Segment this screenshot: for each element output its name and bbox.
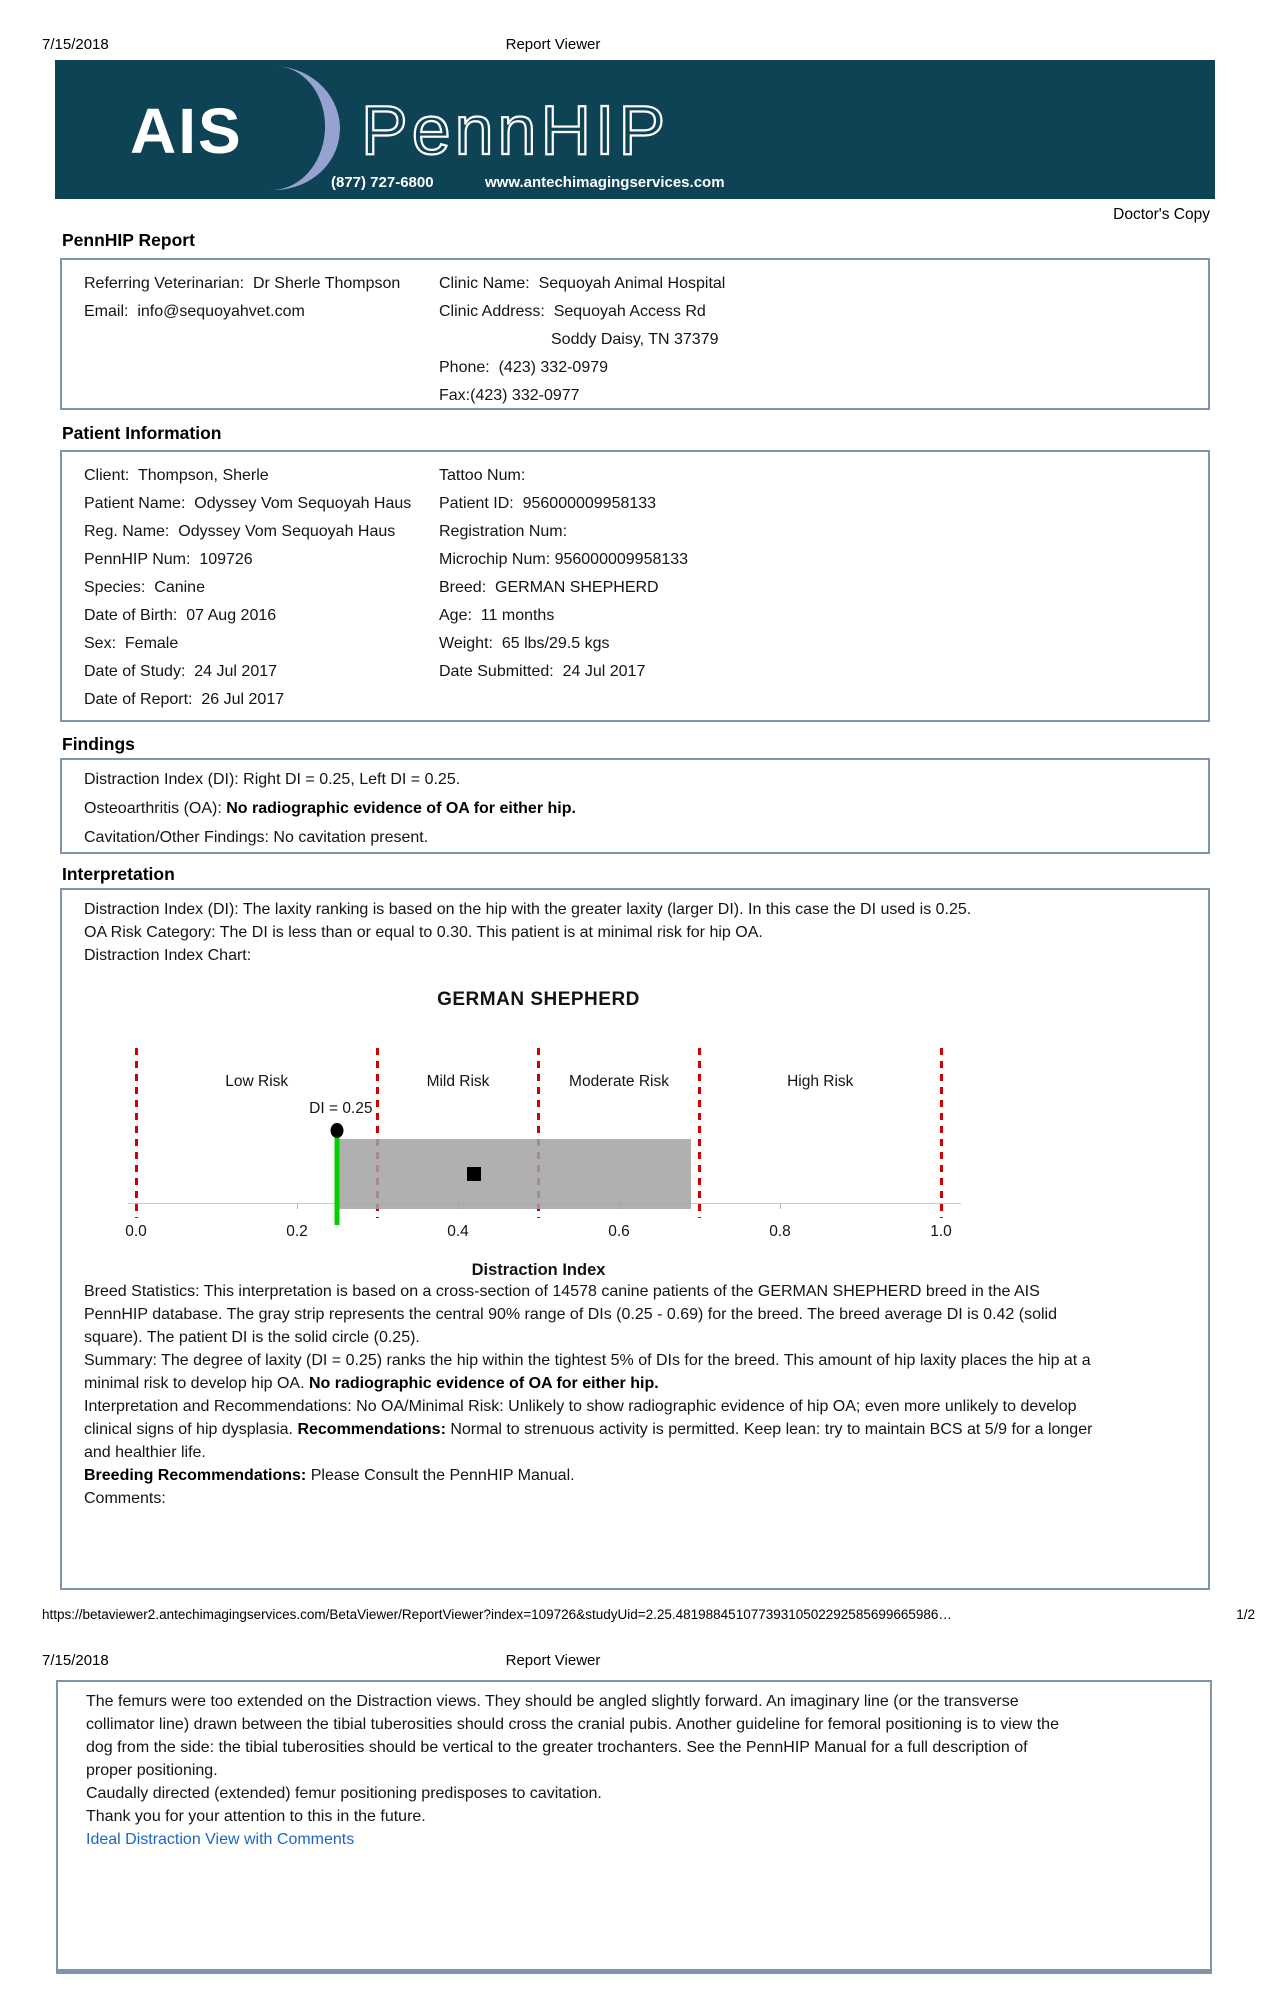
chart-x-axis-label: Distraction Index bbox=[471, 1261, 606, 1279]
risk-boundary-line bbox=[135, 1048, 138, 1218]
patient-left-column bbox=[84, 462, 411, 714]
clinic-name: Clinic Name: Sequoyah Animal Hospital bbox=[439, 275, 726, 292]
print-header-date: 7/15/2018 bbox=[42, 36, 109, 53]
findings-heading: Findings bbox=[62, 734, 135, 754]
age: Age: 11 months bbox=[439, 607, 555, 624]
x-axis-tick-label: 1.0 bbox=[930, 1223, 952, 1240]
breed-statistics: Breed Statistics: This interpretation is based on a cross-section of 14578 canine patients of the GERMAN SHEPHERD breed in the AIS PennHIP database. The gray strip represents the central 90% range of DIs (0.25 - 0.69) for the breed. The breed average DI is 0.42 (solid square). The patient DI is the solid circle (0.25). bbox=[84, 1283, 1057, 1346]
x-axis-tick-label: 0.4 bbox=[447, 1223, 469, 1240]
clinic-address: Clinic Address: Sequoyah Access Rd bbox=[439, 303, 706, 320]
print-footer-url: https://betaviewer2.antechimagingservices.com/BetaViewer/ReportViewer?index=109726&studyUid=2.25.48198845107739310502292585699665986… bbox=[42, 1607, 952, 1622]
interpretation-box bbox=[60, 888, 1210, 1590]
date-of-birth: Date of Birth: 07 Aug 2016 bbox=[84, 607, 277, 624]
comments-paragraph-1: The femurs were too extended on the Distraction views. They should be angled slightly forward. An imaginary line (or the transverse collimator line) drawn between the tibial tuberosities should cross the cranial pubis. Another guideline for femoral positioning is to view the dog from the side: the tibial tuberosities should be vertical to the greater trochanters. See the PennHIP Manual for a full description of proper positioning. bbox=[86, 1693, 1059, 1779]
x-axis-tick-label: 0.8 bbox=[769, 1223, 791, 1240]
risk-zone-label: High Risk bbox=[787, 1073, 854, 1090]
report-heading: PennHIP Report bbox=[62, 230, 195, 250]
pennhip-num: PennHIP Num: 109726 bbox=[84, 551, 253, 568]
pennhip-logo: PennHIP bbox=[361, 91, 670, 169]
patient-right-column bbox=[439, 462, 688, 686]
di-chart-plot bbox=[125, 1043, 952, 1243]
oa-risk-category: OA Risk Category: The DI is less than or equal to 0.30. This patient is at minimal risk for hip OA. bbox=[84, 924, 763, 941]
microchip-num: Microchip Num: 956000009958133 bbox=[439, 551, 689, 568]
pennhip-banner bbox=[55, 60, 1215, 199]
print-footer-page-indicator: 1/2 bbox=[1236, 1607, 1255, 1622]
patient-di-marker bbox=[331, 1123, 344, 1138]
risk-zone-label: Low Risk bbox=[225, 1073, 289, 1090]
clinic-fax: Fax:(423) 332-0977 bbox=[439, 387, 580, 404]
risk-zone-label: Moderate Risk bbox=[569, 1073, 669, 1090]
comments-paragraph-3: Thank you for your attention to this in the future. bbox=[86, 1808, 426, 1825]
findings-cavitation-line: Cavitation/Other Findings: No cavitation present. bbox=[84, 829, 429, 846]
patient-id: Patient ID: 956000009958133 bbox=[439, 495, 657, 512]
interpretation-recommendations: Interpretation and Recommendations: No OA/Minimal Risk: Unlikely to show radiographic evidence of hip OA; even more unlikely to develop clinical signs of hip dysplasia. Recommendations: Normal to strenuous activity is permitted. Keep lean: try to maintain BCS at 5/9 for a longer and healthier life. bbox=[84, 1398, 1093, 1461]
weight: Weight: 65 lbs/29.5 kgs bbox=[439, 635, 610, 652]
clinic-phone: Phone: (423) 332-0979 bbox=[439, 359, 609, 376]
x-axis-tick-label: 0.6 bbox=[608, 1223, 630, 1240]
x-axis-tick bbox=[780, 1203, 781, 1209]
breeding-recommendations: Breeding Recommendations: Please Consult the PennHIP Manual. bbox=[84, 1467, 575, 1484]
risk-boundary-line bbox=[698, 1048, 701, 1218]
risk-zone-label: Mild Risk bbox=[426, 1073, 490, 1090]
doctors-copy-label: Doctor's Copy bbox=[1113, 206, 1210, 223]
client: Client: Thompson, Sherle bbox=[84, 467, 269, 484]
reg-name: Reg. Name: Odyssey Vom Sequoyah Haus bbox=[84, 523, 396, 540]
findings-oa-line: Osteoarthritis (OA): No radiographic evidence of OA for either hip. bbox=[84, 800, 576, 817]
comments-box bbox=[56, 1680, 1212, 1974]
patient-info-box bbox=[60, 450, 1210, 722]
patient-di-annotation: DI = 0.25 bbox=[309, 1100, 373, 1117]
referring-vet: Referring Veterinarian: Dr Sherle Thompson bbox=[84, 275, 401, 292]
patient-name: Patient Name: Odyssey Vom Sequoyah Haus bbox=[84, 495, 412, 512]
banner-phone: (877) 727-6800 bbox=[331, 174, 434, 191]
comments-label: Comments: bbox=[84, 1490, 166, 1507]
chart-title: GERMAN SHEPHERD bbox=[437, 989, 640, 1010]
date-submitted: Date Submitted: 24 Jul 2017 bbox=[439, 663, 646, 680]
patient-info-heading: Patient Information bbox=[62, 423, 222, 443]
registration-num: Registration Num: bbox=[439, 523, 568, 540]
summary: Summary: The degree of laxity (DI = 0.25) ranks the hip within the tightest 5% of DIs for the breed. This amount of hip laxity places the hip at a minimal risk to develop hip OA. No radiographic evidence of OA for either hip. bbox=[84, 1352, 1091, 1392]
breed-range-strip bbox=[337, 1139, 691, 1209]
x-axis-tick-label: 0.0 bbox=[125, 1223, 147, 1240]
tattoo-num: Tattoo Num: bbox=[439, 467, 526, 484]
sex: Sex: Female bbox=[84, 635, 179, 652]
vet-email: Email: info@sequoyahvet.com bbox=[84, 303, 305, 320]
date-of-study: Date of Study: 24 Jul 2017 bbox=[84, 663, 278, 680]
species: Species: Canine bbox=[84, 579, 205, 596]
findings-di-line: Distraction Index (DI): Right DI = 0.25, Left DI = 0.25. bbox=[84, 771, 461, 788]
interpretation-di-text: Distraction Index (DI): The laxity ranking is based on the hip with the greater laxity (larger DI). In this case the DI used is 0.25. bbox=[84, 901, 972, 918]
chart-label: Distraction Index Chart: bbox=[84, 947, 252, 964]
print-header-title: Report Viewer bbox=[505, 36, 601, 53]
ais-logo: AIS bbox=[130, 95, 243, 167]
clinic-info-right-column bbox=[439, 270, 725, 410]
breed-average-marker bbox=[467, 1167, 481, 1181]
breed: Breed: GERMAN SHEPHERD bbox=[439, 579, 659, 596]
x-axis-tick-label: 0.2 bbox=[286, 1223, 308, 1240]
ideal-distraction-view-link[interactable]: Ideal Distraction View with Comments bbox=[86, 1831, 355, 1848]
banner-website: www.antechimagingservices.com bbox=[485, 174, 725, 191]
findings-box bbox=[60, 758, 1210, 854]
di-chart bbox=[84, 989, 1138, 1280]
page2-header-date: 7/15/2018 bbox=[42, 1652, 109, 1669]
comments-paragraph-2: Caudally directed (extended) femur positioning predisposes to cavitation. bbox=[86, 1785, 602, 1802]
clinic-info-box bbox=[60, 258, 1210, 410]
patient-di-line bbox=[335, 1125, 340, 1225]
interpretation-heading: Interpretation bbox=[62, 864, 175, 884]
x-axis-tick bbox=[297, 1203, 298, 1209]
date-of-report: Date of Report: 26 Jul 2017 bbox=[84, 691, 285, 708]
clinic-address-line2: Soddy Daisy, TN 37379 bbox=[551, 331, 719, 348]
clinic-info-left-column bbox=[84, 270, 400, 326]
page2-header-title: Report Viewer bbox=[505, 1652, 601, 1669]
risk-boundary-line bbox=[940, 1048, 943, 1218]
